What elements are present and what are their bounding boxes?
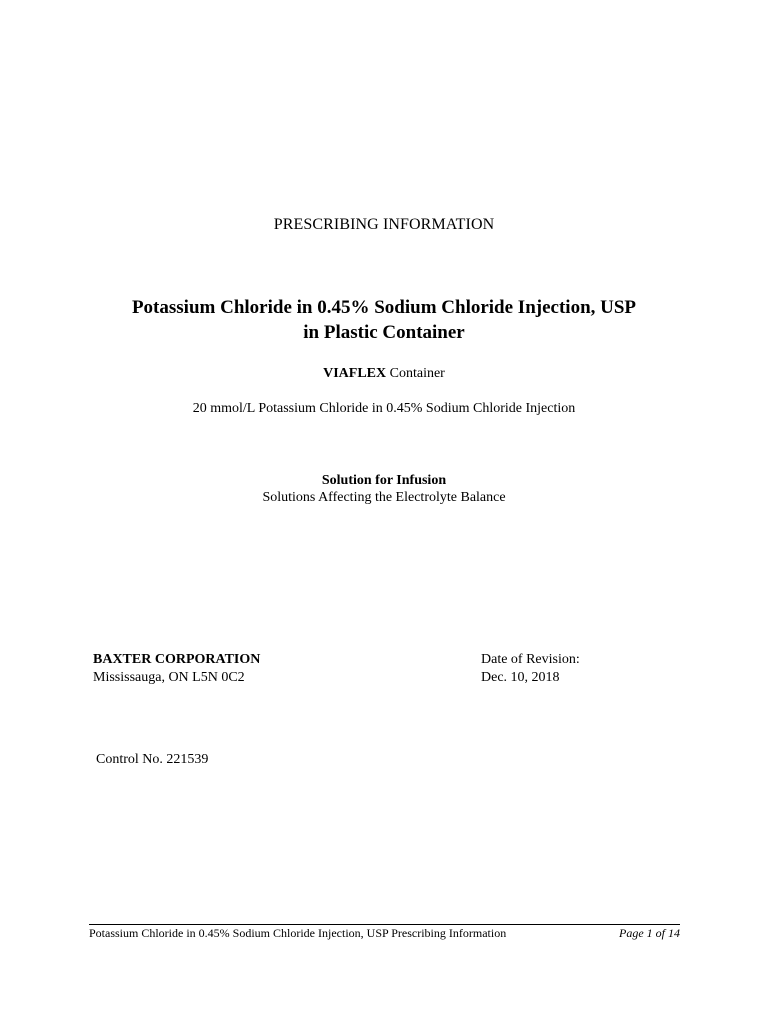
container-word: Container [386, 366, 445, 381]
company-address: Mississauga, ON L5N 0C2 [93, 670, 245, 685]
revision-block [481, 651, 580, 687]
title-line-1: Potassium Chloride in 0.45% Sodium Chloride Injection, USP [131, 297, 637, 318]
footer-title: Potassium Chloride in 0.45% Sodium Chloride Injection, USP Prescribing Information [89, 926, 507, 940]
document-title [0, 295, 768, 345]
therapeutic-class: Solutions Affecting the Electrolyte Balance [262, 490, 506, 505]
revision-date: Dec. 10, 2018 [481, 670, 560, 685]
control-number: Control No. 221539 [96, 752, 209, 767]
page-number: Page 1 of 14 [619, 926, 680, 940]
container-brand: VIAFLEX [323, 366, 387, 381]
title-line-2: in Plastic Container [303, 322, 465, 343]
footer-divider [89, 924, 680, 925]
product-strength: 20 mmol/L Potassium Chloride in 0.45% Sodium Chloride Injection [192, 401, 576, 416]
revision-label: Date of Revision: [481, 652, 580, 667]
company-block [93, 651, 260, 687]
dosage-form: Solution for Infusion [321, 473, 447, 488]
container-type [0, 366, 768, 382]
document-heading: PRESCRIBING INFORMATION [273, 216, 495, 233]
company-name: BAXTER CORPORATION [93, 652, 261, 667]
